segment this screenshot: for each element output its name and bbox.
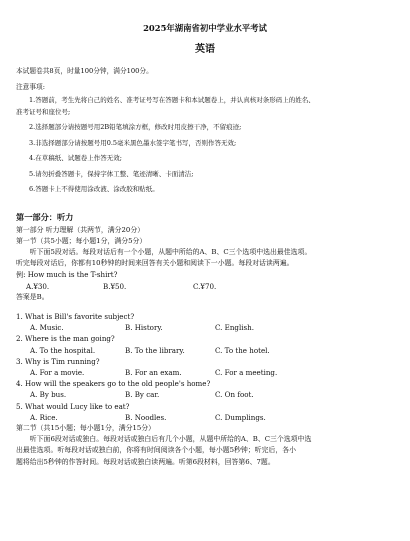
option-a: A. To the hospital. xyxy=(30,345,96,355)
notice-item: 5.请勿折叠答题卡，保持字体工整、笔迹清晰、卡面清洁; xyxy=(29,169,194,178)
option-a: A. By bus. xyxy=(30,390,67,400)
section-2-instruction: 题将给出5秒钟的作答时间。每段对话或独白读两遍。听第6段材料，回答第6、7题。 xyxy=(16,457,275,466)
question-1: 1. What is Bill's favorite subject? xyxy=(16,311,135,321)
section-label: 第一部分 听力理解（共两节，满分20分） xyxy=(16,225,145,234)
example-answer: 答案是B。 xyxy=(16,292,49,301)
question-1-options xyxy=(16,322,394,333)
question-5: 5. What would Lucy like to eat? xyxy=(16,401,130,411)
question-5-options xyxy=(16,412,394,423)
question-3: 3. Why is Tim running? xyxy=(16,356,100,366)
exam-info: 本试题卷共8页，时量100分钟，满分100分。 xyxy=(16,67,153,75)
option-b: B. Noodles. xyxy=(125,412,167,422)
notice-item: 准考证号和座位号; xyxy=(16,107,71,116)
question-3-options xyxy=(16,367,394,378)
option-a: A. For a movie. xyxy=(30,367,85,377)
option-b: B. To the library. xyxy=(125,345,185,355)
section-2-heading: 第二节（共15小题；每小题1分，满分15分） xyxy=(16,423,156,432)
option-c: C. For a meeting. xyxy=(215,367,278,377)
option-b: B. By car. xyxy=(125,390,160,400)
option-c: C.¥70. xyxy=(193,281,217,291)
option-c: C. English. xyxy=(215,323,254,333)
notice-item: 2.选择题部分请按题号用2B铅笔填涂方框，修改时用皮擦干净，不留痕迹; xyxy=(29,123,242,131)
exam-title: 2025年湖南省初中学业水平考试 xyxy=(143,23,267,33)
example-options xyxy=(16,281,394,292)
section-2-instruction: 出最佳选项。听每段对话或独白前，你将有时间阅读各个小题，每小题5秒钟；听完后，各小 xyxy=(16,446,297,455)
question-4: 4. How will the speakers go to the old people's home? xyxy=(16,379,211,389)
section-2-instruction: 听下面6段对话或独白。每段对话或独白后有几个小题，从题中所给的A、B、C三个选项中选 xyxy=(29,435,312,444)
option-a: A. Rice. xyxy=(30,412,58,422)
question-2-options xyxy=(16,345,394,356)
notice-heading: 注意事项: xyxy=(16,83,46,91)
option-c: C. Dumplings. xyxy=(215,412,266,422)
question-4-options xyxy=(16,389,394,400)
notice-item: 4.在草稿纸、试题卷上作答无效; xyxy=(29,154,122,162)
option-b: B. History. xyxy=(125,323,163,333)
section-1-instruction: 听下面5段对话。每段对话后有一个小题，从题中所给的A、B、C三个选项中选出最佳选项。 xyxy=(29,247,312,256)
notice-item: 1.答题前，考生先将自己的姓名、准考证号写在答题卡和本试题卷上，并认真核对条形码上的姓名、 xyxy=(29,96,315,104)
part-title: 第一部分：听力 xyxy=(16,211,74,222)
option-a: A. Music. xyxy=(30,323,64,333)
notice-list xyxy=(16,95,394,196)
section-1-heading: 第一节（共5小题；每小题1分，满分5分） xyxy=(16,236,147,245)
option-b: B. For an exam. xyxy=(125,367,182,377)
question-2: 2. Where is the man going? xyxy=(16,334,115,344)
option-c: C. To the hotel. xyxy=(215,345,270,355)
example-question: 例: How much is the T-shirt? xyxy=(16,270,118,280)
notice-item: 3.非选择题部分请按题号用0.5毫米黑色墨水签字笔书写，否则作答无效; xyxy=(29,138,237,147)
section-1-instruction: 听完每段对话后，你都有10秒钟的时间来回答有关小题和阅读下一小题。每段对话读两遍。 xyxy=(16,259,294,268)
notice-item: 6.答题卡上不得使用涂改液、涂改胶和贴纸。 xyxy=(29,185,159,193)
option-b: B.¥50. xyxy=(103,281,127,291)
option-c: C. On foot. xyxy=(215,390,254,400)
option-a: A.¥30. xyxy=(26,281,50,291)
subject-title: 英语 xyxy=(195,44,215,55)
